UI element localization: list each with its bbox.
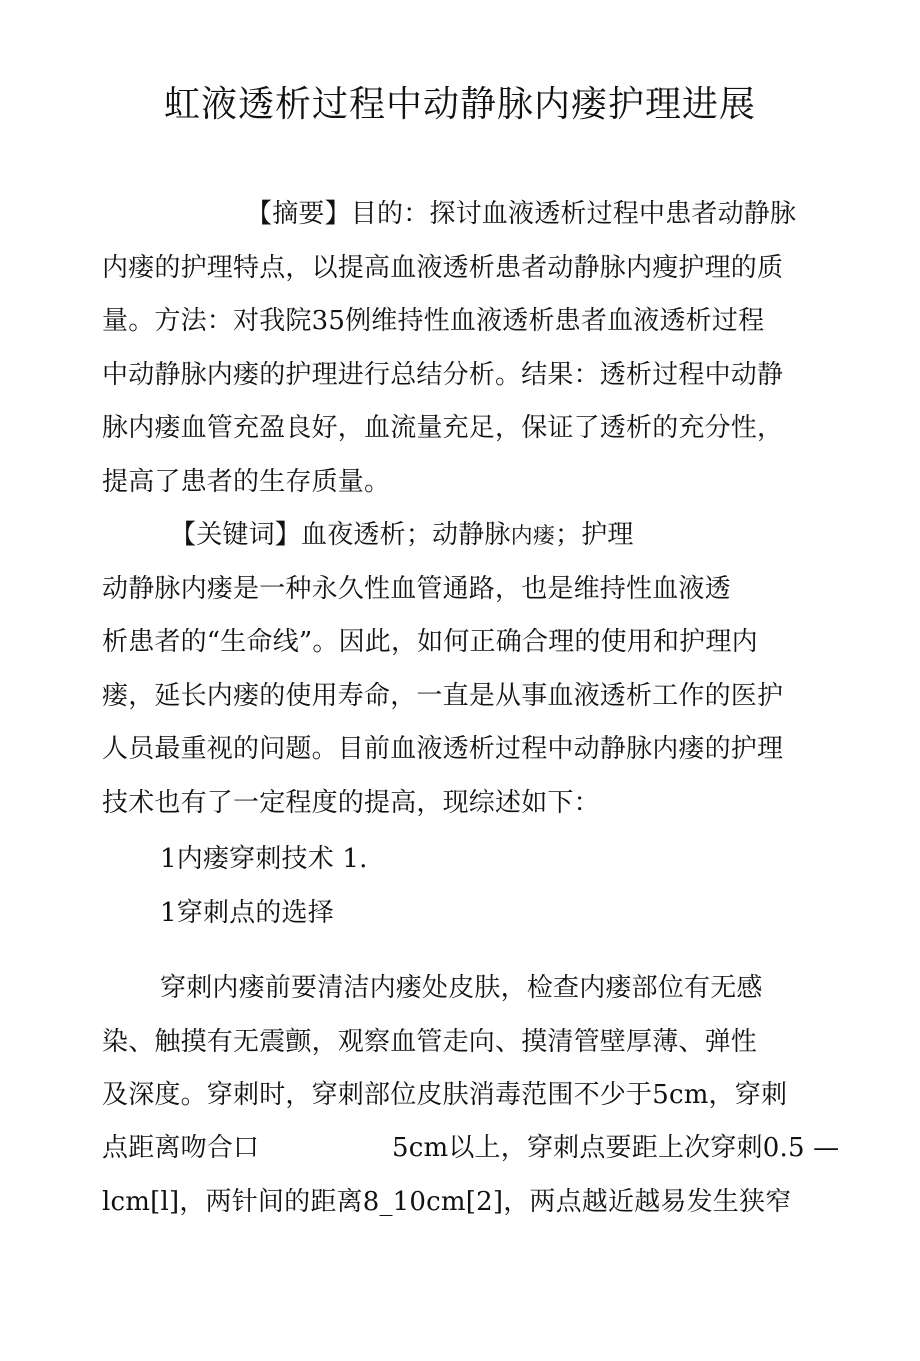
intro-line: 技术也有了一定程度的提高，现综述如下：: [102, 788, 600, 818]
abstract-line: 内瘘的护理特点，以提高血液透析患者动静脉内瘦护理的质: [102, 253, 784, 283]
body-line: 染、触摸有无震颤，观察血管走向、摸清管壁厚薄、弹性: [102, 1027, 758, 1057]
abstract-line: 脉内瘘血管充盈良好，血流量充足，保证了透析的充分性，: [102, 413, 784, 443]
keyword-text: ；护理: [555, 520, 634, 550]
keywords-label: 【关键词】: [170, 520, 302, 550]
abstract-line: 提高了患者的生存质量。: [102, 467, 391, 497]
body-line: lcm[l]，两针间的距离8_10cm[2]，两点越近越易发生狭窄: [102, 1187, 792, 1217]
keyword-text-small: 内瘘: [510, 524, 556, 549]
body-line: 点距离吻合口: [102, 1133, 260, 1163]
abstract-line: 中动静脉内瘘的护理进行总结分析。结果：透析过程中动静: [102, 360, 784, 390]
subsection-heading: 1穿刺点的选择: [160, 898, 334, 928]
keyword-text: 血夜透析；动静脉: [301, 520, 511, 550]
section-heading: 1内瘘穿刺技术 1.: [160, 844, 368, 874]
abstract-line: 量。方法：对我院35例维持性血液透析患者血液透析过程: [102, 306, 765, 336]
page-title: 虹液透析过程中动静脉内瘘护理进展: [163, 84, 756, 125]
abstract-line: 【摘要】目的：探讨血液透析过程中患者动静脉: [246, 199, 797, 229]
keywords-line: [170, 518, 634, 554]
body-line: 及深度。穿刺时，穿刺部位皮肤消毒范围不少于5cm，穿刺: [102, 1080, 788, 1110]
intro-line: 人员最重视的问题。目前血液透析过程中动静脉内瘘的护理: [102, 734, 784, 764]
intro-line: 瘘，延长内瘘的使用寿命，一直是从事血液透析工作的医护: [102, 681, 784, 711]
intro-line: 动静脉内瘘是一种永久性血管通路，也是维持性血液透: [102, 574, 731, 604]
body-line: 穿刺内瘘前要清洁内瘘处皮肤，检查内瘘部位有无感: [160, 973, 763, 1003]
intro-line: 析患者的“生命线”。因此，如何正确合理的使用和护理内: [102, 627, 758, 657]
body-line: 5cm以上，穿刺点要距上次穿刺0.5 —: [392, 1133, 840, 1163]
